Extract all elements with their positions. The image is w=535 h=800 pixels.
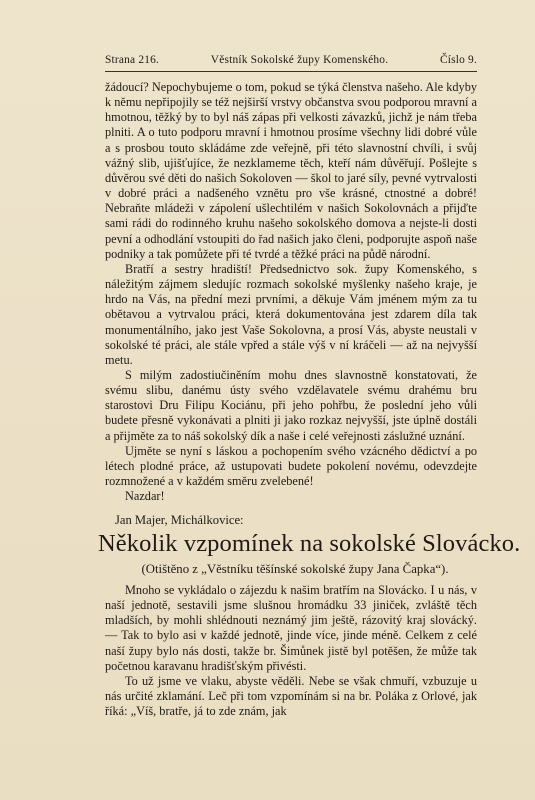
article-1-body	[105, 80, 477, 504]
article-source-note: (Otištěno z „Věstníku těšínské sokolské župy Jana Čapka“).	[141, 562, 449, 576]
paragraph: Bratří a sestry hradiští! Předsednictvo sok. župy Komenského, s náležitým zájmem sledujíc rozmach sokolské myšlenky našeho kraje, je hrdo na Vás, na přední mezi prvními, a děkuje Vám jménem mým za tu obětavou a vytrvalou práci, která dokumentována jest zdarem díla tak monumentálního, jako jest Vaše Sokolovna, a prosí Vás, abyste neustali v sokolské té práci, ale stále vpřed a stále výš v ní kráčeli — až na nejvyšší metu.	[105, 261, 477, 367]
article-title: Několik vzpomínek na sokolské Slovácko.	[98, 530, 521, 557]
paragraph: Mnoho se vykládalo o zájezdu k našim bratřím na Slovácko. I u nás, v naší jednotě, sestavili jsme slušnou hromádku 33 jiniček, zvláště těch mladších, by mohli shlédnouti neznámý jim ještě, rázovitý kraj slovácký. — Tak to bylo asi v každé jednotě, jinde více, jinde méně. Celkem z celé naší župy bylo nás dosti, takže br. Šimůnek jistě byl potěšen, že může tak početnou karavanu hradišťským přivésti.	[105, 583, 477, 673]
issue-number: Číslo 9.	[439, 54, 477, 66]
journal-title: Věstník Sokolské župy Komenského.	[210, 54, 389, 66]
paragraph: To už jsme ve vlaku, abyste věděli. Nebe se však chmuří, vzbuzuje u nás určité zklamání. Leč při tom vzpomínám si na br. Poláka z Orlové, jak říká: „Víš, bratře, já to zde znám, jak	[105, 673, 477, 719]
page-number: Strana 216.	[105, 54, 160, 66]
article-author: Jan Majer, Michálkovice:	[115, 513, 244, 527]
paragraph: Ujměte se nyní s láskou a pochopením svého vzácného dědictví a po létech plodné práce, až ustupovati budete pokolení novému, odevzdejte rozmnožené a v každém směru zvelebené!	[105, 443, 477, 489]
paragraph: žádoucí? Nepochybujeme o tom, pokud se týká členstva našeho. Ale kdyby k němu nepřipojily se též nejširší vrstvy občanstva svou podporou mravní a hmotnou, těžký by to byl náš zápas při velkosti závazků, jichž je nám třeba plniti. A o tuto podporu mravní i hmotnou prosíme všechny lidi dobré vůle a s prosbou touto skládáme zde veřejně, při této slavnostní chvíli, i svůj vážný slib, ujišťujíce, že nezklameme těch, kteří nám důvěřují. Pošlejte s důvěrou své děti do našich Sokoloven — škol to jaré síly, pevné vytrvalosti v dobré práci a nadšeného vznětu pro vše krásné, ctnostné a dobré! Nebraňte mládeži v zápolení ušlechtilém v našich Sokolovnách a přijďte sami rádi do rodinného kruhu našeho sokolského domova a nejste-li dosti pevní a odhodlání vstoupiti do řad našich jako členi, podporujte aspoň naše podniky a tak pomůžete při té tvrdé a těžké práci na půdě národní.	[105, 80, 477, 261]
closing-salute: Nazdar!	[125, 489, 165, 504]
header-rule	[105, 71, 477, 72]
running-header	[105, 54, 477, 66]
article-2-body	[105, 583, 477, 719]
paragraph: S milým zadostiučiněním mohu dnes slavnostně konstatovati, že svému slibu, danému ústy svého vzdělavatele svému drahému bru starostovi Dru Filipu Kociánu, při jeho pohřbu, že poslední jeho vůli budete přesně vykonávati a plniti ji jako rozkaz nejvyšší, jste úplně dostáli a přijměte za to náš sokolský dík a naše i celé veřejnosti záslužné uznání.	[105, 367, 477, 443]
